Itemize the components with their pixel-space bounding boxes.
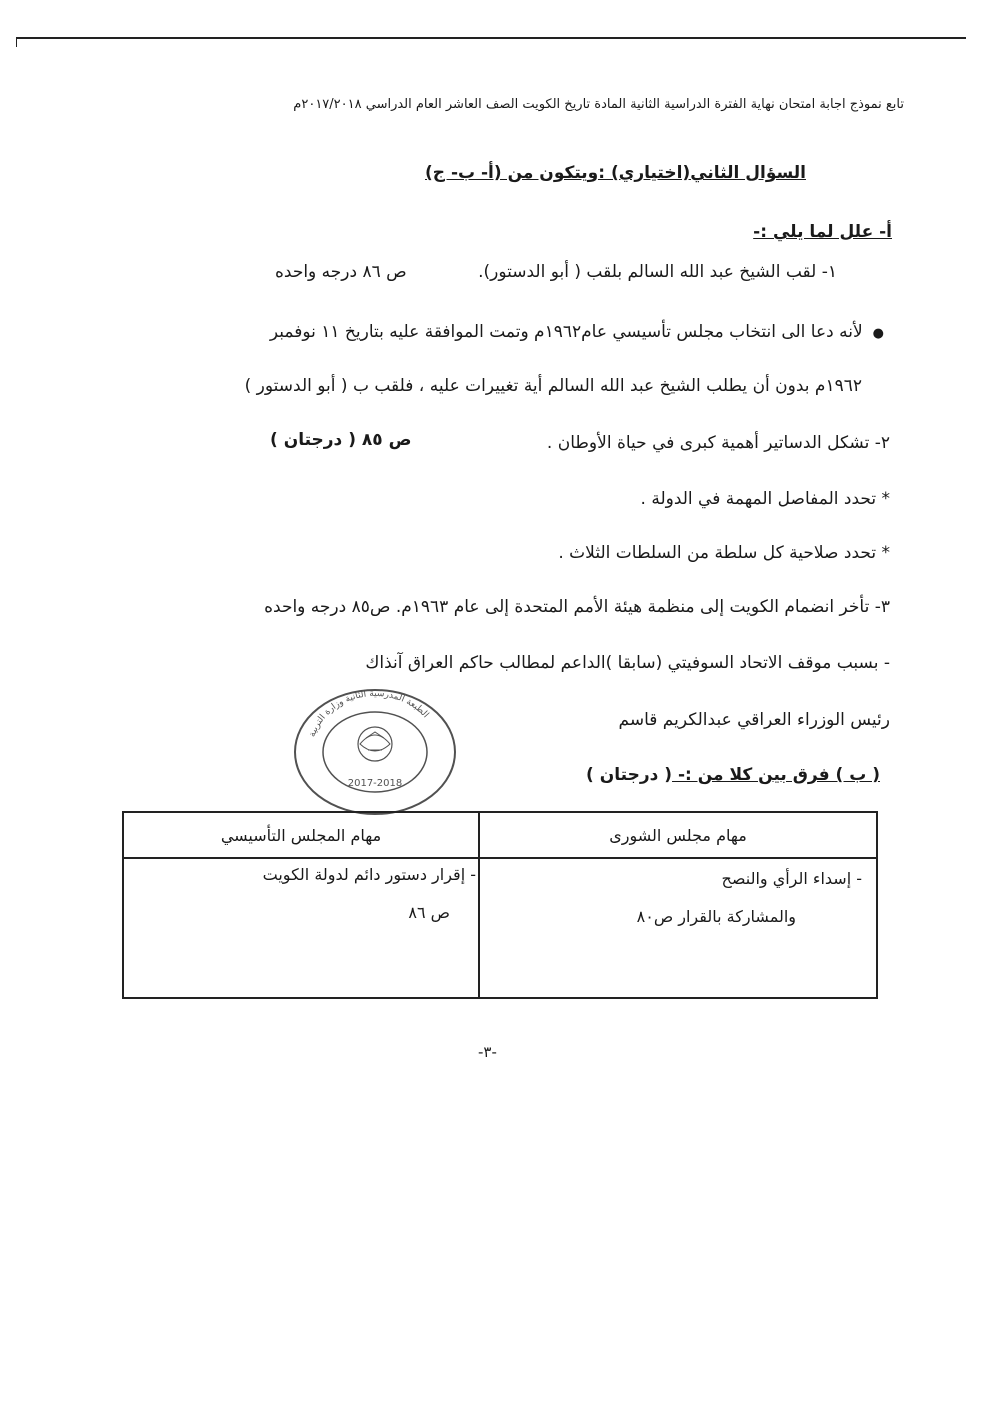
answer-1-line-1: ●لأنه دعا الى انتخاب مجلس تأسيسي عام١٩٦٢م وتمت الموافقة عليه بتاريخ ١١ نوفمبر	[269, 322, 884, 342]
comparison-table	[122, 811, 878, 999]
shura-duty-line-1: - إسداء الرأي والنصح	[721, 869, 862, 888]
stamp-outer-ring	[295, 690, 455, 814]
question-1-reference: ص ٨٦ درجه واحده	[275, 262, 407, 282]
question-2: ٢- تشكل الدساتير أهمية كبرى في حياة الأوطان .	[546, 433, 890, 453]
constituent-duty-line-2: ص ٨٦	[408, 903, 450, 922]
table-cell-shura	[479, 858, 877, 998]
table-cell-constituent	[123, 858, 479, 998]
answer-3-line-1: - بسبب موقف الاتحاد السوفيتي (سابقا )الداعم لمطالب حاكم العراق آنذاك	[365, 653, 890, 673]
answer-1-line-2: ١٩٦٢م بدون أن يطلب الشيخ عبد الله السالم أية تغييرات عليه ، فلقب ب ( أبو الدستور )	[244, 376, 862, 396]
stamp-arc-text: الطبعة المدرسية الثانية وزارة التربية	[307, 688, 431, 739]
answer-2-line-1: * تحدد المفاصل المهمة في الدولة .	[640, 489, 890, 509]
top-border-line	[16, 37, 966, 39]
official-stamp	[290, 686, 460, 818]
page-header: تابع نموذج اجابة امتحان نهاية الفترة الدراسية الثانية المادة تاريخ الكويت الصف العاشر العام الدراسي ٢٠١٧/٢٠١٨م	[293, 97, 904, 112]
bullet-icon: ●	[872, 326, 884, 341]
emblem-icon	[358, 727, 392, 761]
stamp-year: 2017-2018	[347, 778, 403, 789]
table-row	[123, 858, 877, 998]
question-1: ١- لقب الشيخ عبد الله السالم بلقب ( أبو الدستور).	[478, 262, 837, 282]
question-title: السؤال الثاني(اختياري) :ويتكون من (أ- ب- ج)	[425, 163, 806, 183]
page-number: -٣-	[478, 1043, 497, 1061]
section-a-heading: أ- علل لما يلي :-	[753, 222, 892, 242]
table-header-shura: مهام مجلس الشورى	[479, 812, 877, 858]
section-b-heading	[586, 765, 880, 785]
answer-3-line-2: رئيس الوزراء العراقي عبدالكريم قاسم	[618, 710, 890, 730]
corner-mark	[16, 37, 17, 47]
shura-duty-line-2: والمشاركة بالقرار ص٨٠	[636, 907, 796, 926]
section-b-marks: ( درجتان )	[586, 765, 673, 785]
answer-2-line-2: * تحدد صلاحية كل سلطة من السلطات الثلاث .	[558, 543, 890, 563]
question-3: ٣- تأخر انضمام الكويت إلى منظمة هيئة الأمم المتحدة إلى عام ١٩٦٣م. ص٨٥ درجه واحده	[264, 597, 890, 617]
question-2-reference: ص ٨٥ ( درجتان )	[270, 430, 412, 450]
table-header-constituent: مهام المجلس التأسيسي	[123, 812, 479, 858]
section-b-label: ( ب ) فرق بين كلا من :-	[672, 765, 880, 785]
table-header-row	[123, 812, 877, 858]
constituent-duty-line-1: - إقرار دستور دائم لدولة الكويت	[262, 865, 476, 884]
